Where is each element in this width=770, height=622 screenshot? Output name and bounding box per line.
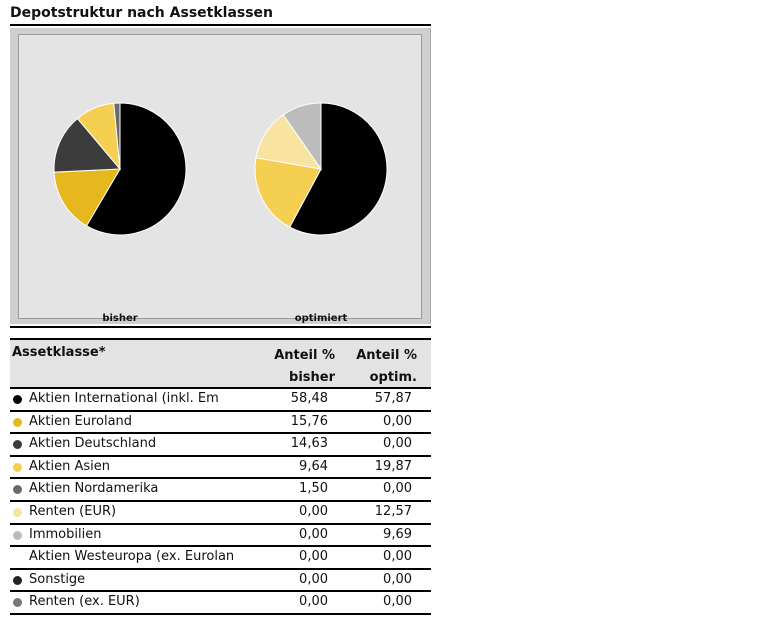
- pie-label-bisher: bisher: [102, 313, 138, 324]
- table-row: [10, 570, 431, 593]
- row-optim: 0,00: [383, 571, 412, 587]
- legend-dot: [13, 576, 22, 585]
- pie-label-optimiert: optimiert: [294, 313, 348, 324]
- row-optim: 0,00: [383, 481, 412, 497]
- divider: [10, 326, 431, 328]
- row-bisher: 0,00: [299, 503, 328, 519]
- header-assetklasse: Assetklasse*: [12, 345, 106, 360]
- legend-dot: [13, 485, 22, 494]
- row-optim: 9,69: [383, 526, 412, 542]
- row-name: Aktien International (inkl. Em: [29, 391, 219, 406]
- row-bisher: 0,00: [299, 594, 328, 610]
- table-row: [10, 547, 431, 570]
- row-name: Aktien Westeuropa (ex. Eurolan: [29, 549, 235, 565]
- header-optim: Anteil % optim.: [356, 348, 417, 385]
- legend-dot: [13, 531, 22, 540]
- legend-dot: [13, 418, 22, 427]
- row-optim: 0,00: [383, 436, 412, 452]
- table-row: [10, 525, 431, 548]
- chart-title: Depotstruktur nach Assetklassen: [10, 5, 274, 21]
- row-bisher: 58,48: [290, 391, 328, 406]
- legend-dot: [13, 598, 22, 607]
- table-row: [10, 592, 431, 615]
- row-bisher: 1,50: [299, 481, 328, 497]
- legend-dot: [13, 395, 22, 404]
- asset-table: [10, 340, 431, 615]
- table-row: [10, 457, 431, 480]
- pie-charts: [19, 35, 423, 305]
- divider: [10, 24, 431, 26]
- table-row: [10, 434, 431, 457]
- row-optim: 12,57: [374, 503, 412, 519]
- row-optim: 0,00: [383, 549, 412, 565]
- row-bisher: 0,00: [299, 549, 328, 565]
- table-row: [10, 412, 431, 435]
- legend-dot: [13, 508, 22, 517]
- chart-panel: [10, 28, 431, 324]
- row-optim: 57,87: [374, 391, 412, 406]
- row-bisher: 14,63: [290, 436, 328, 452]
- row-bisher: 15,76: [290, 413, 328, 429]
- row-name: Aktien Deutschland: [29, 436, 157, 452]
- table-row: [10, 502, 431, 525]
- row-bisher: 0,00: [299, 571, 328, 587]
- legend-dot: [13, 440, 22, 449]
- chart-area: [18, 34, 422, 324]
- table-body: [10, 389, 431, 615]
- header-bisher: Anteil % bisher: [274, 348, 335, 385]
- row-name: Renten (ex. EUR): [29, 594, 140, 610]
- row-bisher: 9,64: [299, 458, 328, 474]
- row-optim: 0,00: [383, 594, 412, 610]
- legend-dot: [13, 463, 22, 472]
- table-row: [10, 389, 431, 412]
- row-name: Renten (EUR): [29, 503, 117, 519]
- row-name: Aktien Euroland: [29, 413, 133, 429]
- row-bisher: 0,00: [299, 526, 328, 542]
- row-name: Aktien Nordamerika: [29, 481, 159, 497]
- table-header: [10, 340, 431, 389]
- row-optim: 19,87: [374, 458, 412, 474]
- row-name: Sonstige: [29, 571, 86, 587]
- row-name: Immobilien: [29, 526, 102, 542]
- table-row: [10, 479, 431, 502]
- row-optim: 0,00: [383, 413, 412, 429]
- row-name: Aktien Asien: [29, 458, 111, 474]
